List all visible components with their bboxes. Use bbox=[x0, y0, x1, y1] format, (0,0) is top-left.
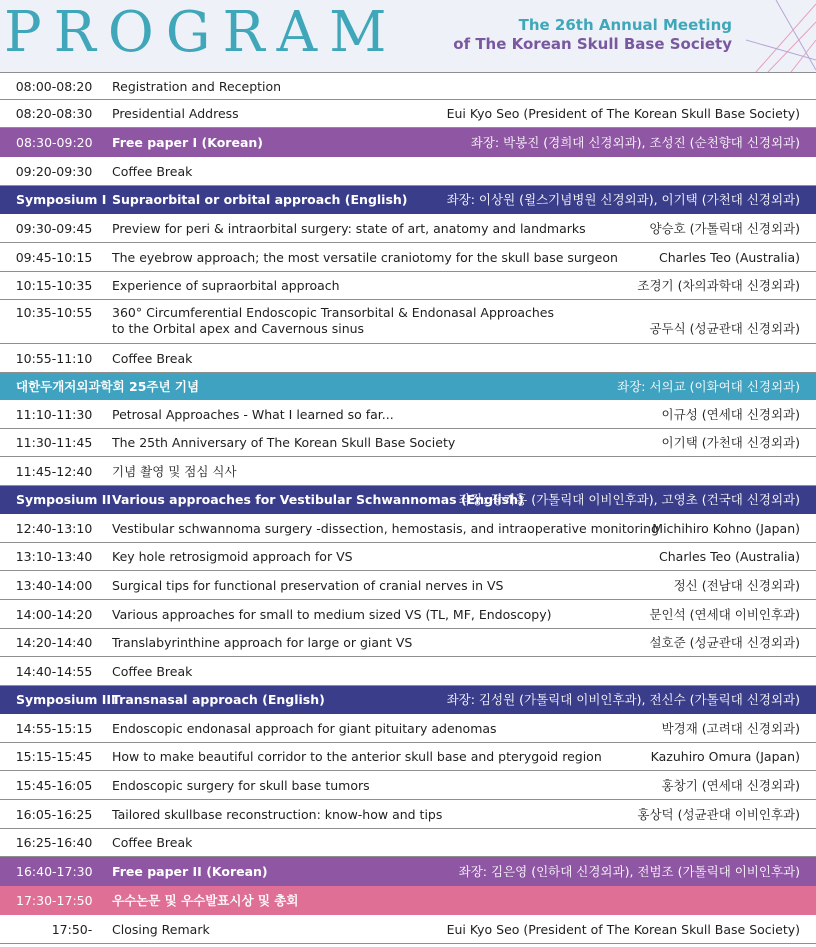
speaker-cell: Charles Teo (Australia) bbox=[659, 549, 800, 564]
speaker-cell: 이규성 (연세대 신경외과) bbox=[661, 407, 800, 422]
speaker-cell: Michihiro Kohno (Japan) bbox=[652, 521, 800, 536]
speaker-cell: 설호준 (성균관대 신경외과) bbox=[649, 635, 800, 650]
title-cell: 기념 촬영 및 점심 식사 bbox=[112, 464, 237, 479]
table-row bbox=[0, 272, 816, 300]
session-label: Symposium I bbox=[16, 192, 107, 207]
time-cell: 15:15-15:45 bbox=[15, 749, 93, 764]
table-row bbox=[0, 543, 816, 571]
table-row bbox=[0, 100, 816, 128]
time-cell: 14:00-14:20 bbox=[15, 607, 93, 622]
title-cell: Vestibular schwannoma surgery -dissection, hemostasis, and intraoperative monitoring bbox=[112, 521, 659, 536]
time-cell: 11:10-11:30 bbox=[15, 407, 93, 422]
title-cell: How to make beautiful corridor to the anterior skull base and pterygoid region bbox=[112, 749, 602, 764]
title-cell: Preview for peri & intraorbital surgery: state of art, anatomy and landmarks bbox=[112, 221, 586, 236]
title-cell: Tailored skullbase reconstruction: know-how and tips bbox=[112, 807, 443, 822]
section-header-free-paper-2 bbox=[0, 857, 816, 886]
table-row bbox=[0, 514, 816, 543]
section-header-symposium-3 bbox=[0, 686, 816, 714]
title-cell: Petrosal Approaches - What I learned so far... bbox=[112, 407, 394, 422]
time-cell: 17:50- bbox=[51, 922, 93, 937]
program-table bbox=[0, 72, 816, 944]
time-cell: 14:40-14:55 bbox=[15, 664, 93, 679]
time-cell: 17:30-17:50 bbox=[16, 893, 93, 908]
decorative-lines bbox=[746, 0, 816, 72]
table-row bbox=[0, 157, 816, 186]
time-cell: 09:20-09:30 bbox=[15, 164, 93, 179]
chair-cell: 좌장: 김은영 (인하대 신경외과), 전범조 (가톨릭대 이비인후과) bbox=[458, 864, 800, 879]
table-row bbox=[0, 657, 816, 686]
section-header-free-paper-1 bbox=[0, 128, 816, 157]
title-cell: The 25th Anniversary of The Korean Skull Base Society bbox=[112, 435, 456, 450]
table-row bbox=[0, 400, 816, 429]
table-row bbox=[0, 829, 816, 857]
speaker-cell: 박경재 (고려대 신경외과) bbox=[661, 721, 800, 736]
time-cell: 11:30-11:45 bbox=[15, 435, 93, 450]
meeting-title-line2: of The Korean Skull Base Society bbox=[453, 35, 732, 53]
time-cell: 10:35-10:55 bbox=[15, 305, 93, 320]
session-label: Symposium II bbox=[16, 492, 112, 507]
title-cell: Surgical tips for functional preservation of cranial nerves in VS bbox=[112, 578, 504, 593]
speaker-cell: Charles Teo (Australia) bbox=[659, 250, 800, 265]
title-cell: Key hole retrosigmoid approach for VS bbox=[112, 549, 353, 564]
title-cell: The eyebrow approach; the most versatile craniotomy for the skull base surgeon bbox=[112, 250, 618, 265]
section-title: 대한두개저외과학회 25주년 기념 bbox=[16, 379, 200, 394]
title-cell: Translabyrinthine approach for large or giant VS bbox=[112, 635, 413, 650]
speaker-cell: 문인석 (연세대 이비인후과) bbox=[649, 607, 800, 622]
time-cell: 15:45-16:05 bbox=[15, 778, 93, 793]
table-row bbox=[0, 714, 816, 743]
time-cell: 13:40-14:00 bbox=[15, 578, 93, 593]
table-row bbox=[0, 915, 816, 944]
section-title: Various approaches for Vestibular Schwannomas (English) bbox=[112, 492, 524, 507]
time-cell: 09:30-09:45 bbox=[15, 221, 93, 236]
speaker-cell: Eui Kyo Seo (President of The Korean Skull Base Society) bbox=[446, 106, 800, 121]
speaker-cell: 양승호 (가톨릭대 신경외과) bbox=[649, 221, 800, 236]
table-row bbox=[0, 771, 816, 800]
chair-cell: 좌장: 이상원 (윌스기념병원 신경외과), 이기택 (가천대 신경외과) bbox=[446, 192, 800, 207]
section-header-anniversary bbox=[0, 373, 816, 400]
speaker-cell: Kazuhiro Omura (Japan) bbox=[650, 749, 800, 764]
time-cell: 11:45-12:40 bbox=[15, 464, 93, 479]
title-cell: Coffee Break bbox=[112, 351, 193, 366]
section-title: Supraorbital or orbital approach (English) bbox=[112, 192, 408, 207]
speaker-cell: 홍상덕 (성균관대 이비인후과) bbox=[637, 807, 800, 822]
table-row bbox=[0, 243, 816, 272]
table-row bbox=[0, 344, 816, 373]
time-cell: 10:55-11:10 bbox=[15, 351, 93, 366]
title-cell: Coffee Break bbox=[112, 664, 193, 679]
table-row bbox=[0, 214, 816, 243]
table-row bbox=[0, 800, 816, 829]
page-header bbox=[0, 0, 816, 72]
speaker-cell: Eui Kyo Seo (President of The Korean Skull Base Society) bbox=[446, 922, 800, 937]
title-cell: Closing Remark bbox=[112, 922, 210, 937]
time-cell: 16:40-17:30 bbox=[16, 864, 93, 879]
title-cell: Coffee Break bbox=[112, 164, 193, 179]
table-row bbox=[0, 72, 816, 100]
time-cell: 14:20-14:40 bbox=[15, 635, 93, 650]
table-row bbox=[0, 571, 816, 600]
table-row bbox=[0, 300, 816, 344]
chair-cell: 좌장: 서의교 (이화여대 신경외과) bbox=[617, 379, 800, 394]
section-header-symposium-2 bbox=[0, 486, 816, 514]
table-row bbox=[0, 743, 816, 771]
section-title: Free paper II (Korean) bbox=[112, 864, 268, 879]
speaker-cell: 조경기 (차의과학대 신경외과) bbox=[637, 278, 800, 293]
time-cell: 13:10-13:40 bbox=[15, 549, 93, 564]
speaker-cell: 공두식 (성균관대 신경외과) bbox=[649, 321, 800, 336]
time-cell: 08:30-09:20 bbox=[16, 135, 93, 150]
section-title: 우수논문 및 우수발표시상 및 총회 bbox=[112, 893, 299, 908]
title-cell: Endoscopic endonasal approach for giant pituitary adenomas bbox=[112, 721, 497, 736]
title-cell: Registration and Reception bbox=[112, 79, 282, 94]
time-cell: 16:25-16:40 bbox=[15, 835, 93, 850]
time-cell: 14:55-15:15 bbox=[15, 721, 93, 736]
title-cell: Coffee Break bbox=[112, 835, 193, 850]
page-title: PROGRAM bbox=[4, 0, 399, 65]
time-cell: 09:45-10:15 bbox=[15, 250, 93, 265]
section-header-awards bbox=[0, 886, 816, 915]
table-row bbox=[0, 457, 816, 486]
speaker-cell: 홍창기 (연세대 신경외과) bbox=[661, 778, 800, 793]
table-row bbox=[0, 629, 816, 657]
title-cell: Various approaches for small to medium sized VS (TL, MF, Endoscopy) bbox=[112, 607, 552, 622]
section-title: Free paper I (Korean) bbox=[112, 135, 263, 150]
time-cell: 16:05-16:25 bbox=[15, 807, 93, 822]
time-cell: 12:40-13:10 bbox=[15, 521, 93, 536]
time-cell: 10:15-10:35 bbox=[15, 278, 93, 293]
table-row bbox=[0, 429, 816, 457]
section-header-symposium-1 bbox=[0, 186, 816, 214]
section-title: Transnasal approach (English) bbox=[112, 692, 325, 707]
chair-cell: 좌장: 김성원 (가톨릭대 이비인후과), 전신수 (가톨릭대 신경외과) bbox=[446, 692, 800, 707]
title-line1: 360° Circumferential Endoscopic Transorbital & Endonasal Approaches bbox=[112, 305, 555, 320]
speaker-cell: 이기택 (가천대 신경외과) bbox=[661, 435, 800, 450]
chair-cell: 좌장: 장기홍 (가톨릭대 이비인후과), 고영초 (건국대 신경외과) bbox=[458, 492, 800, 507]
title-line2: to the Orbital apex and Cavernous sinus bbox=[112, 321, 365, 336]
speaker-cell: 정신 (전남대 신경외과) bbox=[673, 578, 800, 593]
meeting-title bbox=[453, 16, 732, 54]
chair-cell: 좌장: 박봉진 (경희대 신경외과), 조성진 (순천향대 신경외과) bbox=[470, 135, 800, 150]
title-cell: Endoscopic surgery for skull base tumors bbox=[112, 778, 370, 793]
time-cell: 08:00-08:20 bbox=[15, 79, 93, 94]
title-cell: Presidential Address bbox=[112, 106, 239, 121]
session-label: Symposium III bbox=[16, 692, 116, 707]
table-row bbox=[0, 600, 816, 629]
time-cell: 08:20-08:30 bbox=[15, 106, 93, 121]
title-cell: Experience of supraorbital approach bbox=[112, 278, 340, 293]
meeting-title-line1: The 26th Annual Meeting bbox=[518, 16, 732, 34]
